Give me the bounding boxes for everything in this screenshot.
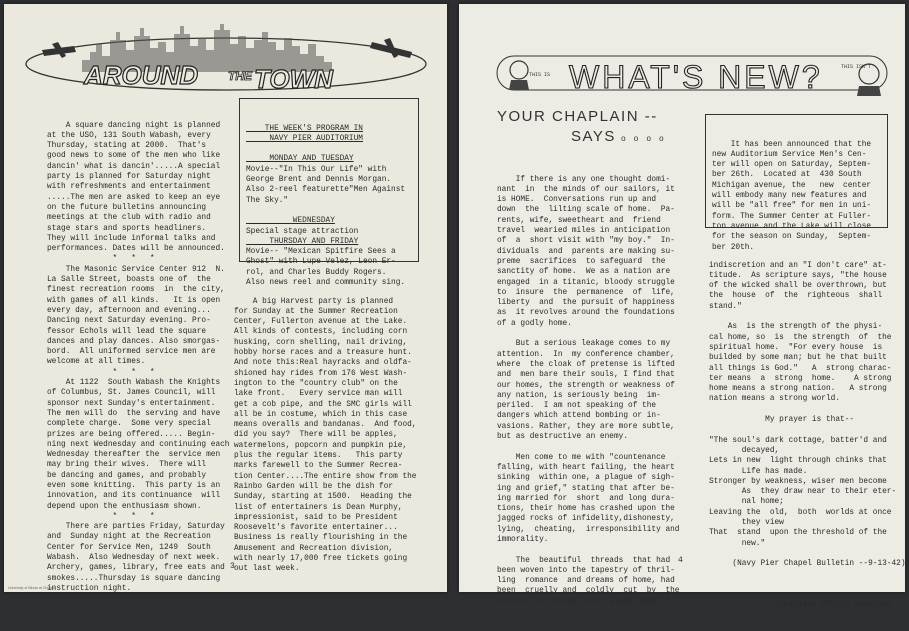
banner-word-town: TOWN bbox=[254, 64, 333, 94]
rc1-line: periled. I am not speaking of the bbox=[497, 402, 657, 411]
lc1-line: Wabash. Also Wednesday of next week. bbox=[47, 554, 221, 563]
rc1-line: vasions. Rather, they are more subtle, bbox=[497, 422, 675, 431]
lc1-line: party is planned for Saturday night bbox=[47, 173, 211, 182]
rc1-line: ing married for short and long dura- bbox=[497, 494, 675, 503]
rbox-line: for the season on Sunday, Septem- bbox=[712, 233, 872, 242]
rc2-line: the house of the righteous shall bbox=[709, 292, 883, 301]
lc1-line: welcome at all times. bbox=[47, 358, 146, 367]
lbox-line: Ghost" with Lupe Velez, Leon Er- bbox=[246, 258, 396, 267]
lc1-line: good news to some of the men who like bbox=[47, 152, 221, 161]
rc2-line: all things is God." A strong charac- bbox=[709, 364, 892, 373]
lc2-line: with nearly 17,000 free tickets going bbox=[234, 555, 408, 564]
rc1-line: preme sacrifices to safeguard the bbox=[497, 257, 666, 266]
lc2-line: And note this:Real hayracks and oldfa- bbox=[234, 359, 412, 368]
lc2-line: tion Center....The entire show from the bbox=[234, 472, 417, 481]
lbox-line: rol, and Charles Buddy Rogers. bbox=[246, 268, 387, 277]
rbox-line: It has been announced that the bbox=[712, 140, 872, 149]
rc1-line: travel wearied miles in anticipation bbox=[497, 227, 671, 236]
rc2-line: decayed, bbox=[709, 446, 780, 455]
lc1-line: * * * bbox=[47, 368, 155, 377]
rc1-line: of a godly home. bbox=[497, 319, 572, 328]
rc1-line: down the lilting scale of home. Pa- bbox=[497, 206, 675, 215]
lc2-line: lake front. Every service man will bbox=[234, 390, 403, 399]
rc1-line: is HOME. Conversations run up and bbox=[497, 196, 657, 205]
rc1-line: our homes, the strength or weakness of bbox=[497, 381, 675, 390]
lc1-line: and Sunday night at the Recreation bbox=[47, 533, 211, 542]
rc2-line: ter means a strong home. A strong bbox=[709, 374, 892, 383]
lbox-line: Also 2-reel featurette"Men Against bbox=[246, 186, 406, 195]
rc2-line: builded by some man; but he that built bbox=[709, 354, 887, 363]
footer-note: University of Illinois at Chicago bbox=[8, 586, 56, 590]
lc1-line: ning next Wednesday and continuing each bbox=[47, 440, 230, 449]
lc1-line: They will include informal talks and bbox=[47, 234, 216, 243]
lc1-line: fessor Echols will lead the square bbox=[47, 327, 207, 336]
lc2-line: hobby horse races and a treasure hunt. bbox=[234, 349, 412, 358]
rbox-line: ter will open on Saturday, Septem- bbox=[712, 161, 872, 170]
rc1-line: lying, cheating, irresponsibility and bbox=[497, 525, 680, 534]
lbox-line: Movie-- "Mexican Spitfire Sees a bbox=[246, 248, 396, 257]
banner-word-the: THE bbox=[228, 69, 252, 83]
lc2-line: All kinds of contests, including corn bbox=[234, 328, 408, 337]
lc1-line: A square dancing night is planned bbox=[47, 121, 221, 130]
rc2-line: As is the strength of the physi- bbox=[709, 323, 883, 332]
rbox-line: Michigan avenue, the new center bbox=[712, 181, 872, 190]
rc1-line: subtle but sharp razor blade edge of bbox=[497, 597, 671, 606]
left-col2-text bbox=[234, 276, 416, 595]
rc2-line: of the wicked shall be overthrown, but bbox=[709, 282, 887, 291]
rbox-line: ton avenue and the Lake will close bbox=[712, 222, 872, 231]
lbox-line: MONDAY AND TUESDAY bbox=[246, 155, 354, 164]
lc2-line: did you say? There will be apples, bbox=[234, 431, 398, 440]
rc1-line: any nation, is seriously being im- bbox=[497, 391, 661, 400]
rc1-line: engaged in a titanic, bloody struggle bbox=[497, 278, 675, 287]
rc2-line: -----Chaplain Philip Nicholas bbox=[709, 601, 892, 610]
lc1-line: * * * bbox=[47, 255, 155, 264]
lc1-line: At 1122 South Wabash the Knights bbox=[47, 379, 221, 388]
rbox-line: new Auditorium Service Men's Cen- bbox=[712, 150, 867, 159]
lc1-line: on the future bulletins announcing bbox=[47, 203, 207, 212]
lbox-line bbox=[246, 144, 424, 154]
lbox-line: THE WEEK'S PROGRAM IN bbox=[246, 124, 363, 133]
whats-new-title: WHAT'S NEW? bbox=[569, 59, 823, 95]
rc2-line: they view bbox=[709, 519, 784, 528]
lc2-line: watermelons, popcorn and pumpkin pie, bbox=[234, 441, 408, 450]
rc1-line bbox=[497, 545, 679, 555]
lc1-line: Dancing next Saturday evening. Pro- bbox=[47, 317, 211, 326]
program-box bbox=[239, 98, 419, 288]
rc1-line: where the cloak of pretense is lifted bbox=[497, 360, 675, 369]
lbox-line bbox=[246, 206, 424, 216]
rc1-line bbox=[497, 329, 679, 339]
lc1-line: Thursday, stating at 2000. That's bbox=[47, 142, 207, 151]
rc2-line bbox=[709, 425, 906, 435]
right-col2-text bbox=[709, 240, 906, 631]
rc2-line: nal home; bbox=[709, 498, 784, 507]
lc2-line: Rainbo Garden will be the dish for bbox=[234, 482, 394, 491]
lc1-line: even some knitting. This party is an bbox=[47, 481, 221, 490]
lc1-line: performances. Dates will be announced. bbox=[47, 245, 225, 254]
rc2-line: Stronger by weakness, wiser men become bbox=[709, 477, 887, 486]
rc1-line: falling, with heart failing, the heart bbox=[497, 463, 675, 472]
lc1-line: stage stars and sports headliners. bbox=[47, 224, 207, 233]
rbox-line: ber 26th. Located at 430 South bbox=[712, 171, 862, 180]
lc1-line: sponsor next Sunday's entertainment. bbox=[47, 399, 216, 408]
rc1-line: been cruelly and coldly cut by the bbox=[497, 587, 680, 596]
rc1-line: as it revolves around the foundations bbox=[497, 309, 675, 318]
lbox-line: The Sky." bbox=[246, 196, 289, 205]
lc1-line: of Columbus, St. James Council, will bbox=[47, 389, 216, 398]
lbox-line: WEDNESDAY bbox=[246, 217, 335, 226]
rc1-line: attention. In my conference chamber, bbox=[497, 350, 675, 359]
rc2-line: cal home, so is the strength of the bbox=[709, 333, 892, 342]
rc2-line: home means a strong nation. A strong bbox=[709, 385, 887, 394]
page-number-4: 4 bbox=[678, 556, 683, 565]
chaplain-title-line2: SAYS o o o o bbox=[571, 128, 667, 145]
lc1-line: meetings at the club with radio and bbox=[47, 214, 211, 223]
rc1-line: dangers which attend bombing or in- bbox=[497, 412, 661, 421]
rc2-line bbox=[709, 580, 906, 590]
lc2-line: means overalls and bandanas. And food, bbox=[234, 421, 417, 430]
lc1-line: dancin' what is dancin'.....A special bbox=[47, 162, 221, 171]
rc2-line: titude. As scripture says, "the house bbox=[709, 271, 887, 280]
lc2-line: Sunday, starting at 1500. Heading the bbox=[234, 493, 412, 502]
lc1-line: The Masonic Service Center 912 N. bbox=[47, 265, 225, 274]
lbox-line: NAVY PIER AUDITORIUM bbox=[246, 134, 363, 143]
lc1-line: instruction night. bbox=[47, 584, 132, 593]
lc1-line: La Salle Street, boasts one of the bbox=[47, 276, 211, 285]
rc2-line: spiritual home. "For every house is bbox=[709, 343, 883, 352]
lc1-line: bord. All uniformed service men are bbox=[47, 348, 216, 357]
rc2-line: Lets in new light through chinks that bbox=[709, 457, 887, 466]
lc2-line: get a cob pipe, and the SMC girls will bbox=[234, 400, 412, 409]
rc1-line: sanctity of home. We as a nation are bbox=[497, 268, 671, 277]
rc2-line: new." bbox=[709, 539, 766, 548]
rc1-line: ling romance and dreams of home, had bbox=[497, 577, 675, 586]
lc1-line: every day, afternoon and evening... bbox=[47, 306, 211, 315]
lc2-line: for Sunday at the Summer Recreation bbox=[234, 307, 398, 316]
lc1-line: innovation, and its continuance will bbox=[47, 492, 221, 501]
rc1-line: liberty and the pursuit of happiness bbox=[497, 299, 675, 308]
lc1-line: dances and play dances. Also smorgas- bbox=[47, 337, 221, 346]
rc1-line: jagged rocks of infidelity,dishonesty, bbox=[497, 515, 675, 524]
rc1-line: and men bare their souls, I find that bbox=[497, 371, 675, 380]
lc1-line: finest recreation rooms in the city, bbox=[47, 286, 225, 295]
lc1-line: at the USO, 131 South Wabash, every bbox=[47, 131, 211, 140]
lc2-line: husking, corn shelling, nail driving, bbox=[234, 338, 408, 347]
rc2-line bbox=[709, 570, 906, 580]
lc2-line: Roosevelt's favorite entertainer... bbox=[234, 524, 398, 533]
rbox-line: form. The Summer Center at Fuller- bbox=[712, 212, 872, 221]
rc1-line: dividuals and parents are making su- bbox=[497, 247, 675, 256]
rc1-line: but as destructive an enemy. bbox=[497, 433, 629, 442]
lbox-line: Also news reel and community sing. bbox=[246, 279, 406, 288]
rc2-line: My prayer is that-- bbox=[709, 416, 855, 425]
whats-new-banner bbox=[497, 46, 887, 98]
around-the-town-banner bbox=[22, 22, 430, 94]
lc1-line: with refreshments and entertainment bbox=[47, 183, 211, 192]
page-number-3: 3 bbox=[230, 562, 235, 571]
this-is-label: THIS IS bbox=[529, 72, 551, 78]
lbox-line: Special stage attraction bbox=[246, 227, 359, 236]
chaplain-title-line1: YOUR CHAPLAIN -- bbox=[497, 108, 658, 125]
lc1-line: may bring their wives. There will bbox=[47, 461, 207, 470]
lc2-line: shioned hay rides from 176 West Wash- bbox=[234, 369, 408, 378]
lc1-line: complete charge. Some very special bbox=[47, 420, 211, 429]
rc2-line: indiscretion and an "I don't care" at- bbox=[709, 261, 887, 270]
lbox-line: THURSDAY AND FRIDAY bbox=[246, 237, 359, 246]
rc1-line: The beautiful threads that had bbox=[497, 556, 671, 565]
rc1-line: immorality. bbox=[497, 535, 549, 544]
rc1-line bbox=[497, 442, 679, 452]
rc2-line: Life has made. bbox=[709, 467, 808, 476]
rc2-line: nation means a strong world. bbox=[709, 395, 841, 404]
lc2-line: Amusement and Recreation division, bbox=[234, 544, 394, 553]
lc1-line: Center for Service Men, 1249 South bbox=[47, 543, 211, 552]
rc1-line: But a serious leakage comes to my bbox=[497, 340, 671, 349]
rc2-line bbox=[709, 549, 906, 559]
announcement-box bbox=[705, 114, 888, 252]
lc2-line: plus the regular items. This party bbox=[234, 452, 403, 461]
rbox-line: ber 20th. bbox=[712, 243, 755, 252]
lbox-line: Movie--"In This Our Life" with bbox=[246, 165, 387, 174]
rc1-line: nant in the minds of our sailors, it bbox=[497, 185, 675, 194]
rc2-line: (Navy Pier Chapel Bulletin --9-13-42) bbox=[709, 560, 906, 569]
left-col1-text bbox=[47, 100, 229, 615]
rc1-line: If there is any one thought domi- bbox=[497, 175, 671, 184]
rc2-line bbox=[709, 405, 906, 415]
rc2-line: Leaving the old, both worlds at once bbox=[709, 508, 892, 517]
right-page bbox=[459, 4, 906, 610]
right-col1-text bbox=[497, 154, 679, 628]
rc2-line: stand." bbox=[709, 302, 742, 311]
rc2-line: That stand upon the threshold of the bbox=[709, 529, 887, 538]
lbox-line: George Brent and Dennis Morgan. bbox=[246, 176, 392, 185]
rbox-line: will embody many new features and bbox=[712, 192, 867, 201]
lc1-line: * * * bbox=[47, 512, 155, 521]
rc2-line: As they draw near to their eter- bbox=[709, 488, 897, 497]
lc2-line: marks farewell to the Summer Recrea- bbox=[234, 462, 403, 471]
lc2-line: ington to the "country club" on the bbox=[234, 379, 398, 388]
banner-word-around: AROUND bbox=[84, 60, 199, 90]
rc2-line bbox=[709, 312, 906, 322]
rc1-line: been woven into the tapestry of thril- bbox=[497, 566, 675, 575]
lc1-line: smokes.....Thursday is square dancing bbox=[47, 574, 221, 583]
lc2-line: all be in costume, which in this case bbox=[234, 410, 408, 419]
lc2-line: out last week. bbox=[234, 565, 300, 574]
lc2-line: impressionist, said to be President bbox=[234, 513, 398, 522]
lc1-line: be dancing and games, and probably bbox=[47, 471, 207, 480]
rc1-line: sinking within one, a plague of sigh- bbox=[497, 474, 675, 483]
lc1-line: Wednesday thereafter the service men bbox=[47, 451, 221, 460]
lc1-line: Archery, games, library, free eats and bbox=[47, 564, 225, 573]
lc2-line: A big Harvest party is planned bbox=[234, 297, 394, 306]
this-isnt-label: THIS ISN'T bbox=[841, 64, 872, 70]
rc1-line: of a short visit with "my boy." In- bbox=[497, 237, 675, 246]
lc2-line: Business is really flourishing in the bbox=[234, 534, 408, 543]
lc2-line: Center, Fullerton avenue at the Lake. bbox=[234, 318, 408, 327]
rc1-line: tions, their home has crashed upon the bbox=[497, 505, 675, 514]
lc1-line: with games of all kinds. It is open bbox=[47, 296, 221, 305]
rc2-line: "The soul's dark cottage, batter'd and bbox=[709, 436, 887, 445]
lc1-line: The men will do the serving and have bbox=[47, 409, 221, 418]
lc1-line: depend upon the enthusiasm shown. bbox=[47, 502, 202, 511]
rc1-line: Men come to me with "countenance bbox=[497, 453, 666, 462]
lc1-line: prizes are being offered..... Begin- bbox=[47, 430, 216, 439]
rc1-line: rents, wife, sweetheart and friend bbox=[497, 216, 661, 225]
rc1-line: ing and grief," stating that after be- bbox=[497, 484, 675, 493]
rc2-line bbox=[709, 590, 906, 600]
left-page bbox=[4, 4, 447, 592]
lc2-line: list of entertainers is Dean Murphy, bbox=[234, 503, 403, 512]
rc1-line: to insure the permanence of life, bbox=[497, 288, 675, 297]
lc1-line: There are parties Friday, Saturday bbox=[47, 523, 225, 532]
rbox-line: will be "all free" for men in uni- bbox=[712, 202, 872, 211]
lc1-line: .....The men are asked to keep an eye bbox=[47, 193, 221, 202]
